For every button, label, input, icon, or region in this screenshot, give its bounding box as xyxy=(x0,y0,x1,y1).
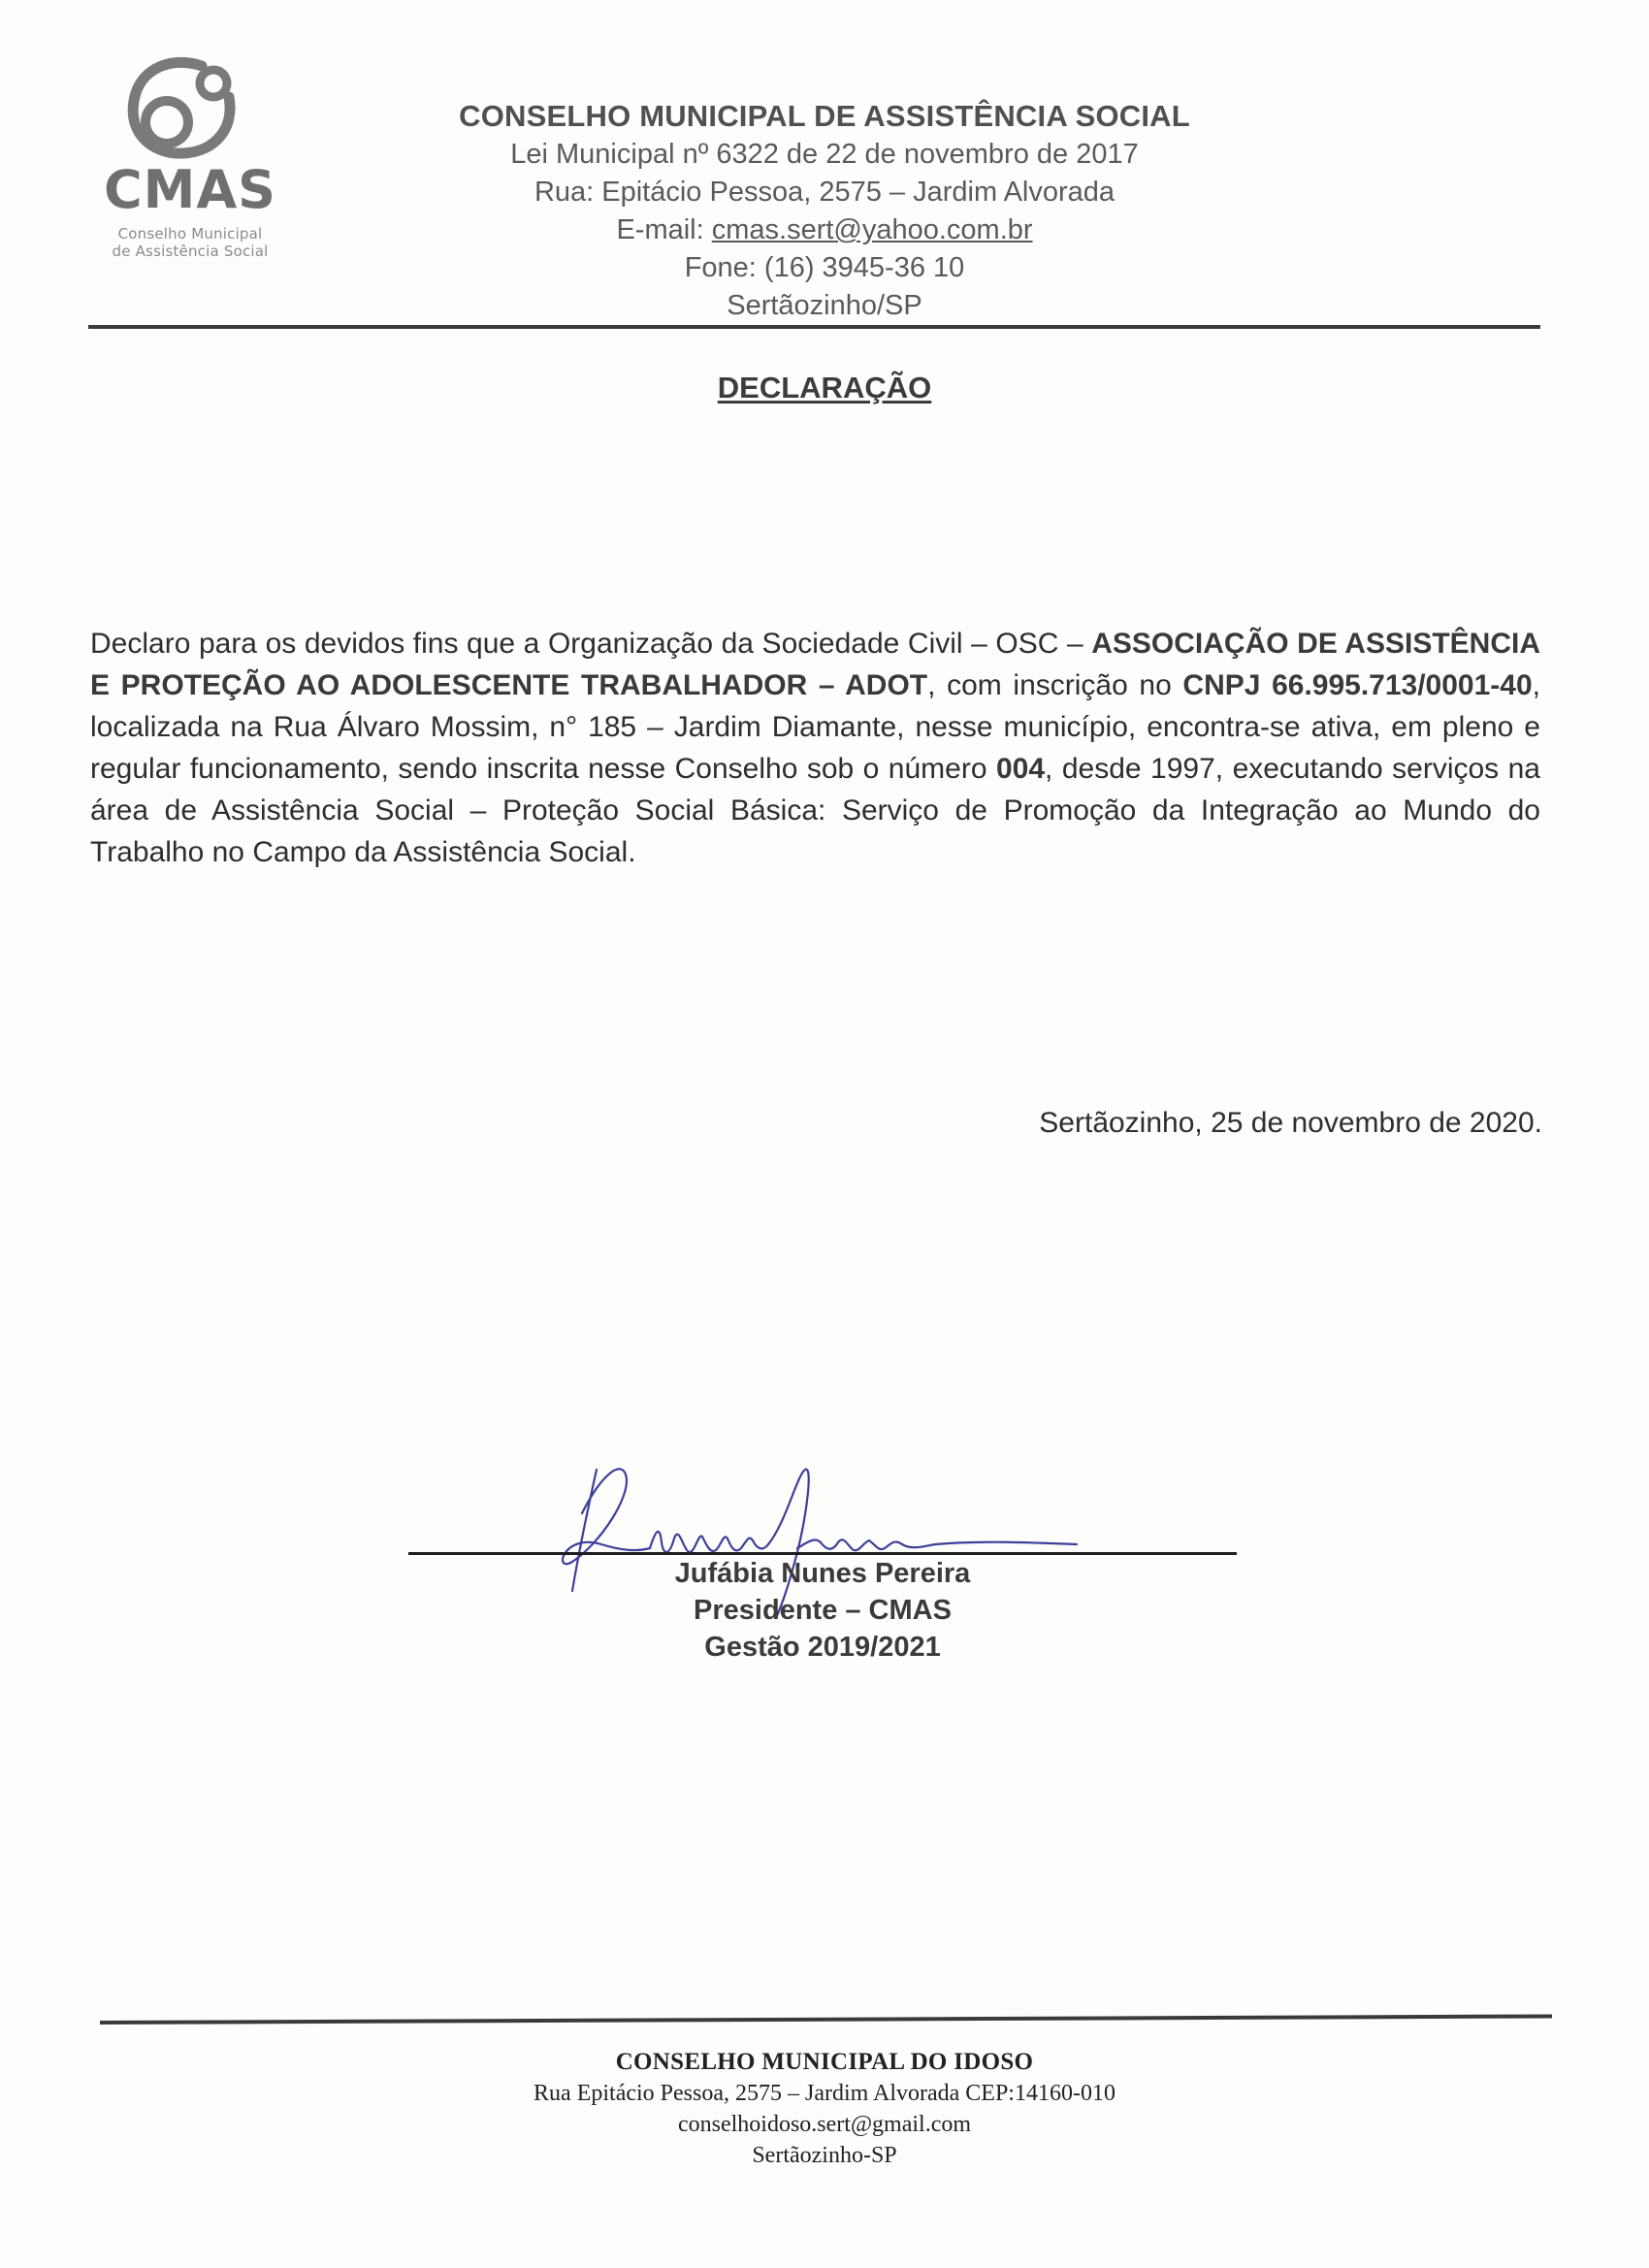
signee-block xyxy=(534,1555,1112,1666)
cmas-logo xyxy=(87,50,291,274)
footer xyxy=(242,2047,1406,2171)
logo-acronym: CMAS xyxy=(103,159,277,220)
letterhead xyxy=(369,97,1280,325)
footer-city: Sertãozinho-SP xyxy=(752,2143,897,2168)
letterhead-address: Rua: Epitácio Pessoa, 2575 – Jardim Alvorada xyxy=(534,177,1116,208)
footer-email[interactable]: conselhoidoso.sert@gmail.com xyxy=(677,2112,972,2137)
body-part-3: , localizada na Rua Álvaro Mossim, n° 185 – Jardim Diamante, nesse município, encontra-se ativa, em pleno e regular funcionamento, sendo inscrita nesse Conselho sob o número xyxy=(90,669,1540,785)
cnpj: CNPJ 66.995.713/0001-40 xyxy=(1182,669,1533,701)
header-divider xyxy=(88,325,1540,329)
letterhead-city: Sertãozinho/SP xyxy=(727,290,922,321)
body-intro: Declaro para os devidos fins que a Organização da Sociedade Civil – OSC – xyxy=(90,628,1092,660)
cmas-69-emblem-icon xyxy=(126,54,242,161)
document-title xyxy=(0,369,1649,407)
place-and-date: Sertãozinho, 25 de novembro de 2020. xyxy=(1039,1107,1542,1139)
email-link[interactable]: cmas.sert@yahoo.com.br xyxy=(711,214,1033,245)
logo-subtitle-line-2: de Assistência Social xyxy=(112,243,269,260)
email-label: E-mail: xyxy=(616,214,712,245)
document-title-text: DECLARAÇÃO xyxy=(717,371,932,405)
body-part-2: , com inscrição no xyxy=(927,669,1183,701)
registration-number: 004 xyxy=(995,753,1046,785)
footer-title: CONSELHO MUNICIPAL DO IDOSO xyxy=(615,2049,1034,2075)
footer-address: Rua Epitácio Pessoa, 2575 – Jardim Alvorada CEP:14160-010 xyxy=(534,2081,1116,2106)
letterhead-phone: Fone: (16) 3945-36 10 xyxy=(684,252,965,283)
signee-role: Presidente – CMAS xyxy=(694,1595,952,1626)
letterhead-email-line xyxy=(369,211,1280,249)
letterhead-title: CONSELHO MUNICIPAL DE ASSISTÊNCIA SOCIAL xyxy=(459,99,1190,133)
letterhead-law: Lei Municipal nº 6322 de 22 de novembro de 2017 xyxy=(510,139,1139,170)
logo-subtitle-line-1: Conselho Municipal xyxy=(117,225,263,243)
signee-term: Gestão 2019/2021 xyxy=(704,1632,941,1663)
signee-name: Jufábia Nunes Pereira xyxy=(674,1558,971,1589)
declaration-body xyxy=(90,623,1540,873)
footer-divider xyxy=(100,2014,1552,2025)
body-part-4: , desde 1997, executando serviços na área de Assistência Social – Proteção Social Básica: Serviço de Promoção da Integração ao Mundo do Trabalho no Campo da Assistência Social. xyxy=(90,753,1540,868)
organization-name: ASSOCIAÇÃO DE ASSISTÊNCIA E PROTEÇÃO AO ADOLESCENTE TRABALHADOR – ADOT xyxy=(90,628,1541,701)
